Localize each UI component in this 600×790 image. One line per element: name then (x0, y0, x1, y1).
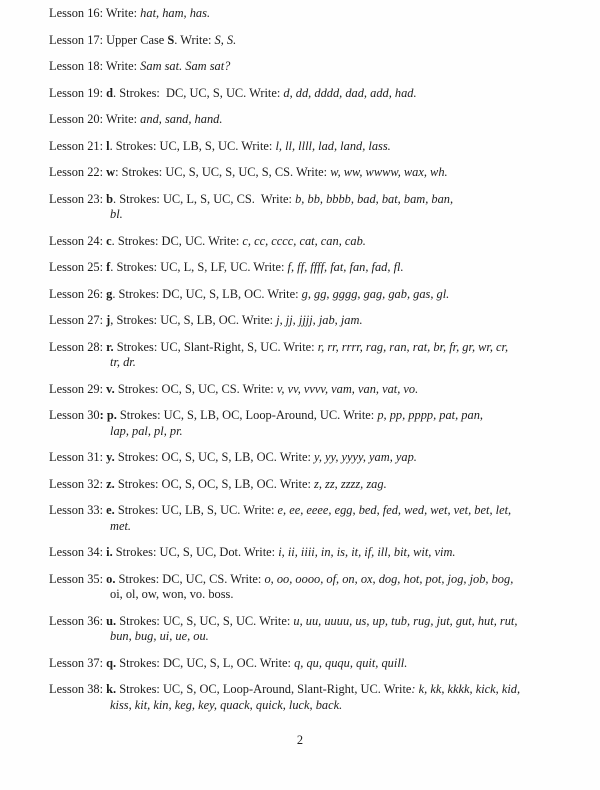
text-run: l (106, 138, 110, 153)
lesson-36 (49, 614, 580, 645)
lesson-line (49, 112, 580, 128)
lesson-line (49, 86, 580, 102)
text-run: f, ff, ffff, fat, fan, fad, fl. (287, 260, 404, 274)
lesson-line (49, 477, 580, 493)
text-run: y. (106, 450, 115, 464)
text-run: . Write: (174, 32, 215, 47)
text-run: Lesson 36: (49, 613, 107, 628)
text-run: oi, ol, ow, won, vo. boss. (110, 587, 234, 601)
text-run: . Strokes: UC, L, S, LF, UC. Write: (110, 260, 288, 274)
lesson-line-continuation (49, 587, 580, 603)
lesson-line (49, 382, 580, 398)
text-run: Lesson 22: (49, 165, 107, 179)
text-run: e, ee, eeee, egg, bed, fed, wed, wet, vet, bet, let, (277, 503, 512, 517)
text-run: i, ii, iiii, in, is, it, if, ill, bit, wit, vim. (278, 545, 456, 559)
text-run: Lesson 24: (49, 233, 107, 248)
text-run: Lesson 26: (49, 286, 107, 301)
lesson-line (49, 192, 580, 208)
text-run: Strokes: UC, S, UC, Dot. Write: (112, 545, 279, 559)
text-run: Lesson 18: Write: (49, 59, 141, 73)
lesson-line (49, 6, 580, 22)
lesson-28 (49, 340, 580, 371)
text-run: , Strokes: UC, S, LB, OC. Write: (110, 313, 277, 327)
text-run: Lesson 25: (49, 260, 107, 274)
text-run: d, dd, dddd, dad, add, had. (283, 85, 417, 100)
lesson-18 (49, 59, 580, 75)
lesson-21 (49, 139, 580, 155)
text-run: Strokes: UC, S, UC, S, UC. Write: (116, 613, 294, 628)
text-run: Strokes: UC, S, LB, OC, Loop-Around, UC. Write: (116, 408, 378, 422)
text-run: u, uu, uuuu, us, up, tub, rug, jut, gut, hut, rut, (293, 613, 518, 628)
text-run: c (106, 233, 112, 248)
text-run: q. (106, 655, 117, 670)
text-run: y, yy, yyyy, yam, yap. (314, 450, 417, 464)
text-run: Lesson 19: (49, 85, 107, 100)
lesson-line-continuation (49, 207, 580, 223)
text-run: Lesson 31: (49, 450, 107, 464)
text-run: Lesson 34: (49, 545, 107, 559)
lesson-24 (49, 234, 580, 250)
text-run: b (106, 191, 114, 206)
text-run: : Strokes: UC, S, UC, S, UC, S, CS. Write: (115, 165, 331, 179)
text-run: Lesson 37: (49, 655, 107, 670)
lesson-20 (49, 112, 580, 128)
text-run: Strokes: OC, S, UC, CS. Write: (114, 381, 277, 396)
lesson-16 (49, 6, 580, 22)
text-run: Sam sat. Sam sat? (140, 59, 231, 73)
lesson-22 (49, 165, 580, 181)
text-run: lap, pal, pl, pr. (110, 423, 183, 438)
text-run: Strokes: UC, LB, S, UC. Write: (114, 503, 278, 517)
lesson-38 (49, 682, 580, 713)
lesson-line (49, 287, 580, 303)
lesson-19 (49, 86, 580, 102)
text-run: w (106, 165, 116, 179)
text-run: g (106, 286, 113, 301)
lesson-30 (49, 408, 580, 439)
text-run: Strokes: UC, Slant-Right, S, UC. Write: (113, 339, 318, 354)
text-run: Lesson 35: (49, 571, 107, 586)
lesson-line (49, 165, 580, 181)
text-run: o. (106, 571, 116, 586)
text-run: . Strokes: DC, UC. Write: (111, 233, 243, 248)
text-run: Lesson 27: (49, 313, 107, 327)
lesson-17 (49, 33, 580, 49)
text-run: Lesson 28: (49, 339, 107, 354)
lesson-37 (49, 656, 580, 672)
text-run: Lesson 16: Write: (49, 6, 141, 20)
lesson-line (49, 503, 580, 519)
text-run: Lesson 32: (49, 476, 107, 491)
text-run: z. (106, 476, 115, 491)
text-run: : p. (99, 408, 117, 422)
lesson-line (49, 656, 580, 672)
text-run: j, jj, jjjj, jab, jam. (276, 313, 363, 327)
lesson-line (49, 139, 580, 155)
text-run: Strokes: OC, S, UC, S, LB, OC. Write: (114, 450, 315, 464)
text-run: c, cc, cccc, cat, can, cab. (242, 233, 366, 248)
text-run: b, bb, bbbb, bad, bat, bam, ban, (295, 191, 454, 206)
lesson-line (49, 340, 580, 356)
lesson-line (49, 450, 580, 466)
text-run: u. (106, 613, 117, 628)
text-run: bl. (110, 207, 123, 221)
text-run: Lesson 38: (49, 682, 107, 696)
text-run: d (106, 85, 114, 100)
text-run: o, oo, oooo, of, on, ox, dog, hot, pot, jog, job, bog, (264, 571, 514, 586)
text-run: Lesson 23: (49, 191, 107, 206)
lesson-line (49, 408, 580, 424)
text-run: w, ww, wwww, wax, wh. (330, 165, 448, 179)
text-run: Strokes: DC, UC, CS. Write: (115, 571, 265, 586)
text-run: bun, bug, ui, ue, ou. (110, 629, 209, 643)
lesson-line (49, 614, 580, 630)
lesson-line-continuation (49, 698, 580, 714)
lesson-29 (49, 382, 580, 398)
text-run: . Strokes: UC, L, S, UC, CS. Write: (113, 191, 296, 206)
text-run: Lesson 29: (49, 381, 107, 396)
lesson-34 (49, 545, 580, 561)
text-run: g, gg, gggg, gag, gab, gas, gl. (301, 286, 450, 301)
text-run: r. (106, 339, 114, 354)
text-run: i. (106, 545, 113, 559)
text-run: v. (106, 381, 115, 396)
page-number: 2 (296, 733, 304, 747)
lesson-line-continuation (49, 629, 580, 645)
lesson-line-continuation (49, 424, 580, 440)
text-run: Lesson 21: (49, 138, 107, 153)
text-run: q, qu, ququ, quit, quill. (294, 655, 408, 670)
text-run: . Strokes: DC, UC, S, UC. Write: (113, 85, 284, 100)
text-run: . Strokes: UC, LB, S, UC. Write: (109, 138, 276, 153)
text-run: kiss, kit, kin, keg, key, quack, quick, luck, back. (110, 697, 343, 712)
text-run: : k, kk, kkkk, kick, kid, (411, 682, 521, 696)
lesson-line (49, 234, 580, 250)
text-run: f (106, 260, 111, 274)
lesson-35 (49, 572, 580, 603)
text-run: r, rr, rrrr, rag, ran, rat, br, fr, gr, wr, cr, (317, 339, 509, 354)
lesson-line-continuation (49, 519, 580, 535)
text-run: S, S. (214, 32, 237, 47)
text-run: S (167, 32, 175, 47)
lesson-line (49, 260, 580, 276)
text-run: Strokes: OC, S, OC, S, LB, OC. Write: (114, 476, 315, 491)
text-run: . Strokes: DC, UC, S, LB, OC. Write: (112, 286, 302, 301)
text-run: j (106, 313, 111, 327)
text-run: v, vv, vvvv, vam, van, vat, vo. (276, 381, 419, 396)
text-run: Lesson 20: Write: (49, 112, 141, 126)
text-run: Lesson 17: Upper Case (49, 32, 168, 47)
lesson-23 (49, 192, 580, 223)
lesson-33 (49, 503, 580, 534)
lesson-line (49, 313, 580, 329)
text-run: l, ll, llll, lad, land, lass. (275, 138, 391, 153)
text-run: Strokes: UC, S, OC, Loop-Around, Slant-Right, UC. Write (116, 682, 412, 696)
text-run: p, pp, pppp, pat, pan, (377, 408, 483, 422)
lesson-line (49, 572, 580, 588)
lesson-25 (49, 260, 580, 276)
lesson-line (49, 545, 580, 561)
text-run: Strokes: DC, UC, S, L, OC. Write: (116, 655, 295, 670)
lesson-line (49, 682, 580, 698)
text-run: z, zz, zzzz, zag. (314, 476, 387, 491)
text-run: met. (110, 518, 131, 533)
text-run: k. (106, 682, 117, 696)
text-run: hat, ham, has. (140, 6, 211, 20)
lesson-27 (49, 313, 580, 329)
text-run: Lesson 30 (49, 408, 100, 422)
lesson-line (49, 33, 580, 49)
text-run: Lesson 33: (49, 503, 107, 517)
lesson-line (49, 59, 580, 75)
text-run: e. (106, 503, 115, 517)
text-run: and, sand, hand. (140, 112, 223, 126)
lesson-32 (49, 477, 580, 493)
lesson-26 (49, 287, 580, 303)
lesson-line-continuation (49, 355, 580, 371)
text-run: tr, dr. (110, 355, 136, 369)
lesson-31 (49, 450, 580, 466)
